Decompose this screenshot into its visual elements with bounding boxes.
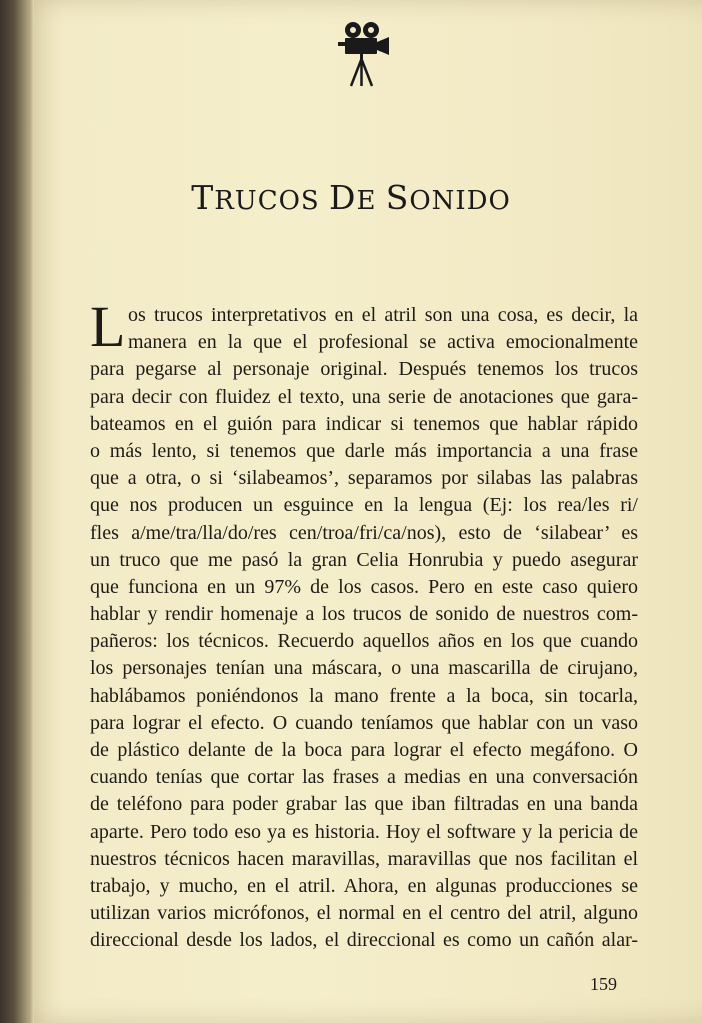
text-line: manera en la que el profesional se activa emocionalmente [128, 331, 638, 354]
text-line: nuestros técnicos hacen maravillas, maravillas que nos facilitan el [90, 847, 638, 870]
text-line: los personajes tenían una máscara, o una mascarilla de cirujano, [90, 657, 638, 680]
text-line: utilizan varios micrófonos, el normal en el centro del atril, alguno [90, 902, 638, 925]
text-line: direccional desde los lados, el direccional es como un cañón alar- [90, 929, 638, 952]
text-line: que nos producen un esguince en la lengua (Ej: los rea/les ri/ [90, 494, 638, 517]
title-part-rucos: RUCOS [214, 186, 329, 216]
text-line: fles a/me/tra/lla/do/res cen/troa/fri/ca/nos), esto de ‘silabear’ es [90, 521, 638, 544]
film-camera-icon [335, 18, 395, 88]
text-line: para lograr el efecto. O cuando teníamos que hablar con un vaso [90, 711, 638, 734]
text-line: hablar y rendir homenaje a los trucos de sonido de nuestros com- [90, 603, 638, 626]
drop-cap: L [90, 294, 126, 359]
page-number: 159 [590, 974, 617, 994]
chapter-title [0, 178, 702, 217]
text-line: un truco que me pasó la gran Celia Honrubia y puedo asegurar [90, 548, 638, 571]
text-line: pañeros: los técnicos. Recuerdo aquellos años en los que cuando [90, 630, 638, 653]
text-line: de teléfono para poder grabar las que iban filtradas en una banda [90, 793, 638, 816]
text-line: os trucos interpretativos en el atril son una cosa, es decir, la [128, 304, 638, 326]
text-line: hablábamos poniéndonos la mano frente a la boca, sin tocarla, [90, 684, 638, 707]
title-letter-d: D [328, 178, 357, 217]
text-line: de plástico delante de la boca para lograr el efecto megáfono. O [90, 739, 638, 761]
title-part-onido: ONIDO [409, 186, 511, 216]
body-paragraph [90, 294, 638, 955]
book-spine [0, 0, 34, 1023]
text-line: que a otra, o si ‘silabeamos’, separamos por silabas las palabras [90, 467, 638, 490]
text-line: cuando tenías que cortar las frases a medias en una conversación [90, 766, 638, 789]
text-line: bateamos en el guión para indicar si tenemos que hablar rápido [90, 412, 638, 435]
text-line: para decir con fluidez el texto, una serie de anotaciones que gara- [90, 385, 638, 408]
text-line: aparte. Pero todo eso ya es historia. Hoy el software y la pericia de [90, 820, 638, 843]
text-line: que funciona en un 97% de los casos. Pero en este caso quiero [90, 575, 638, 598]
title-letter-s: S [385, 178, 410, 217]
title-letter-t: T [191, 178, 215, 217]
text-line: trabajo, y mucho, en el atril. Ahora, en algunas producciones se [90, 874, 638, 897]
title-part-e: E [356, 186, 386, 216]
text-line: para pegarse al personaje original. Después tenemos los trucos [90, 358, 638, 381]
text-line: o más lento, si tenemos que darle más importancia a una frase [90, 439, 638, 462]
